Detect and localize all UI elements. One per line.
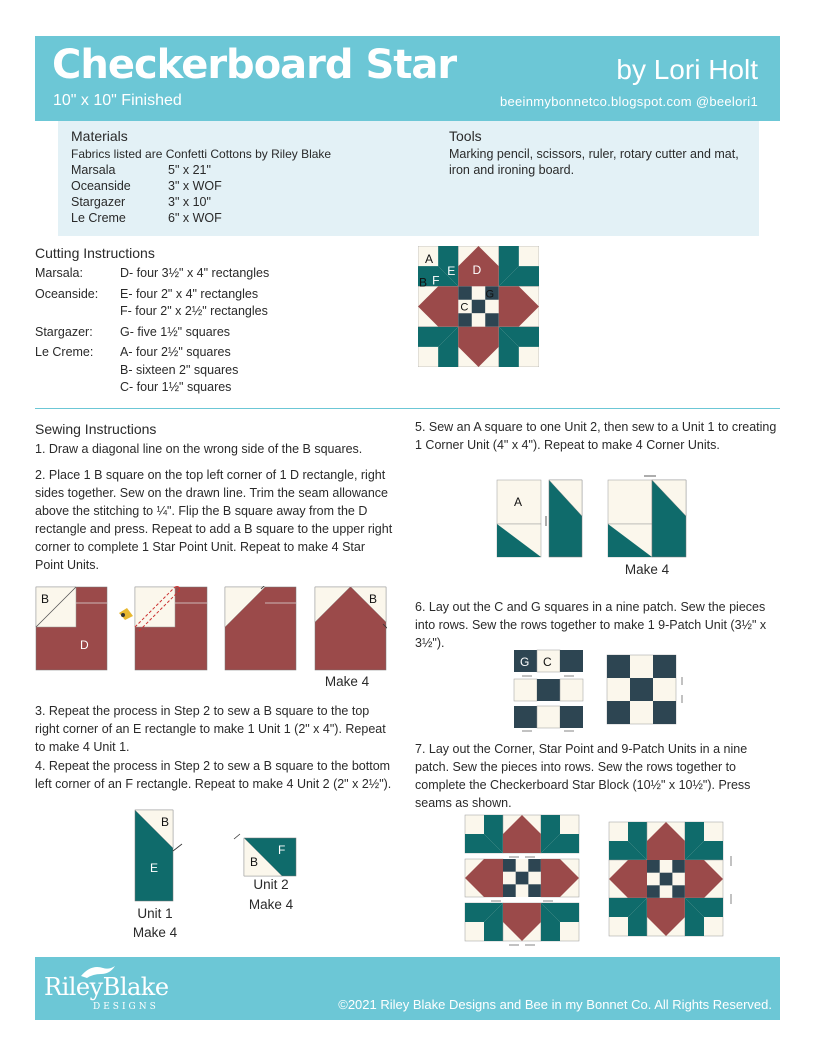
material-amount: 3" x WOF [168,179,222,193]
sewing-step-1: 1. Draw a diagonal line on the wrong side of the B squares. [35,442,363,456]
material-amount: 3" x 10" [168,195,211,209]
star-point-steps-diagram [35,586,387,672]
unit-2-label: Unit 2 [253,877,289,892]
scissors-icon [119,608,133,620]
footer-banner [35,957,780,1020]
page-subtitle: 10" x 10" Finished [53,92,182,109]
label-E: E [447,264,456,279]
label-F: F [432,273,440,288]
material-name: Oceanside [71,179,131,193]
cut-group [35,344,269,397]
sewing-step-5: 5. Sew an A square to one Unit 2, then sew to a Unit 1 to creating 1 Corner Unit (4" x 4"). Repeat to make 4 Corner Units. [415,420,777,452]
cut-line: B- sixteen 2" squares [120,362,239,377]
materials-note: Fabrics listed are Confetti Cottons by Riley Blake [71,147,332,161]
cut-line: E- four 2" x 4" rectangles [120,286,259,301]
block-diagram-labeled [418,246,539,367]
material-name: Stargazer [71,195,126,209]
material-row [71,178,331,194]
cutting-section [35,245,269,400]
sewing-step-3: 3. Repeat the process in Step 2 to sew a B square to the top right corner of an E rectangle to make 1 Unit 1 (2" x 4"). Repeat to make 4 Unit 1. [35,704,386,754]
cut-line: G- five 1½" squares [120,324,231,339]
sewing-section [35,420,395,582]
label-C: C [543,655,552,669]
cut-group [35,265,269,283]
material-name: Marsala [71,163,116,177]
cutting-heading: Cutting Instructions [35,245,155,261]
cut-fabric: Stargazer: [35,324,93,339]
material-row [71,162,331,178]
label-A: A [425,252,434,267]
website-link[interactable]: beeinmybonnetco.blogspot.com @beelori1 [499,94,758,109]
sewing-step-6: 6. Lay out the C and G squares in a nine patch. Sew the pieces into rows. Sew the rows together to make 1 9-Patch Unit (3½" x 3½"). [415,600,767,650]
material-name: Le Creme [71,211,126,225]
materials-panel [58,121,759,236]
tools-text: Marking pencil, scissors, ruler, rotary cutter and mat, iron and ironing board. [449,147,739,177]
sewing-step-7: 7. Lay out the Corner, Star Point and 9-Patch Units in a nine patch. Sew the pieces into rows. Sew the rows together to complete the Checkerboard Star Block (10½" x 10½"). Press seams as shown. [415,742,751,810]
riley-blake-logo: RileyBlake [44,973,169,1001]
cut-line: D- four 3½" x 4" rectangles [120,266,270,280]
material-row [71,210,331,226]
label-G: G [485,288,495,301]
cut-line: C- four 1½" squares [120,380,232,394]
cut-group [35,286,269,321]
cut-fabric: Marsala: [35,266,83,280]
label-D: D [472,263,482,278]
tools-heading: Tools [449,128,482,144]
label-B: B [250,855,259,869]
final-assembly-diagram [463,813,753,951]
cut-line: F- four 2" x 2½" rectangles [120,304,268,318]
copyright-text: ©2021 Riley Blake Designs and Bee in my Bonnet Co. All Rights Reserved. [338,997,772,1012]
materials-heading: Materials [71,128,128,144]
label-E: E [150,861,159,875]
label-B: B [419,275,428,290]
materials-section [71,128,331,226]
sewing-step-2: 2. Place 1 B square on the top left corner of 1 D rectangle, right sides together. Sew on the drawn line. Trim the seam allowance above the stitching to ¼". Flip the B square away from the D rectangle and press. Repeat to add a B square to the upper right corner to complete 1 Star Point Unit. Repeat to make 4 Star Point Units. [35,468,393,572]
label-B: B [161,815,170,829]
make-4-label: Make 4 [324,674,370,689]
header-banner [35,36,780,121]
label-B: B [41,592,50,606]
author-byline: by Lori Holt [616,54,758,85]
material-amount: 6" x WOF [168,211,222,225]
label-F: F [278,843,286,857]
sewing-heading: Sewing Instructions [35,421,157,437]
cut-fabric: Oceanside: [35,286,99,301]
label-D: D [80,638,89,652]
cut-fabric: Le Creme: [35,345,94,359]
riley-blake-logo-sub: DESIGNS [93,1002,159,1012]
corner-unit-diagram [496,474,692,560]
nine-patch-diagram [512,648,687,733]
page-title: Checkerboard Star [52,42,457,88]
label-A: A [514,495,523,509]
cut-group [35,324,269,342]
make-4-label: Make 4 [132,925,178,940]
cut-line: A- four 2½" squares [120,345,231,359]
make-4-label: Make 4 [624,562,670,577]
material-row [71,194,331,210]
section-divider [35,408,780,409]
label-C: C [460,301,469,314]
sewing-step-4: 4. Repeat the process in Step 2 to sew a B square to the bottom left corner of an F rectangle. Repeat to make 4 Unit 2 (2" x 2½"). [35,759,392,791]
unit-1-label: Unit 1 [137,906,173,921]
make-4-label: Make 4 [248,897,294,912]
label-G: G [520,655,530,669]
material-amount: 5" x 21" [168,163,211,177]
tools-section [449,128,749,178]
label-B: B [369,592,378,606]
